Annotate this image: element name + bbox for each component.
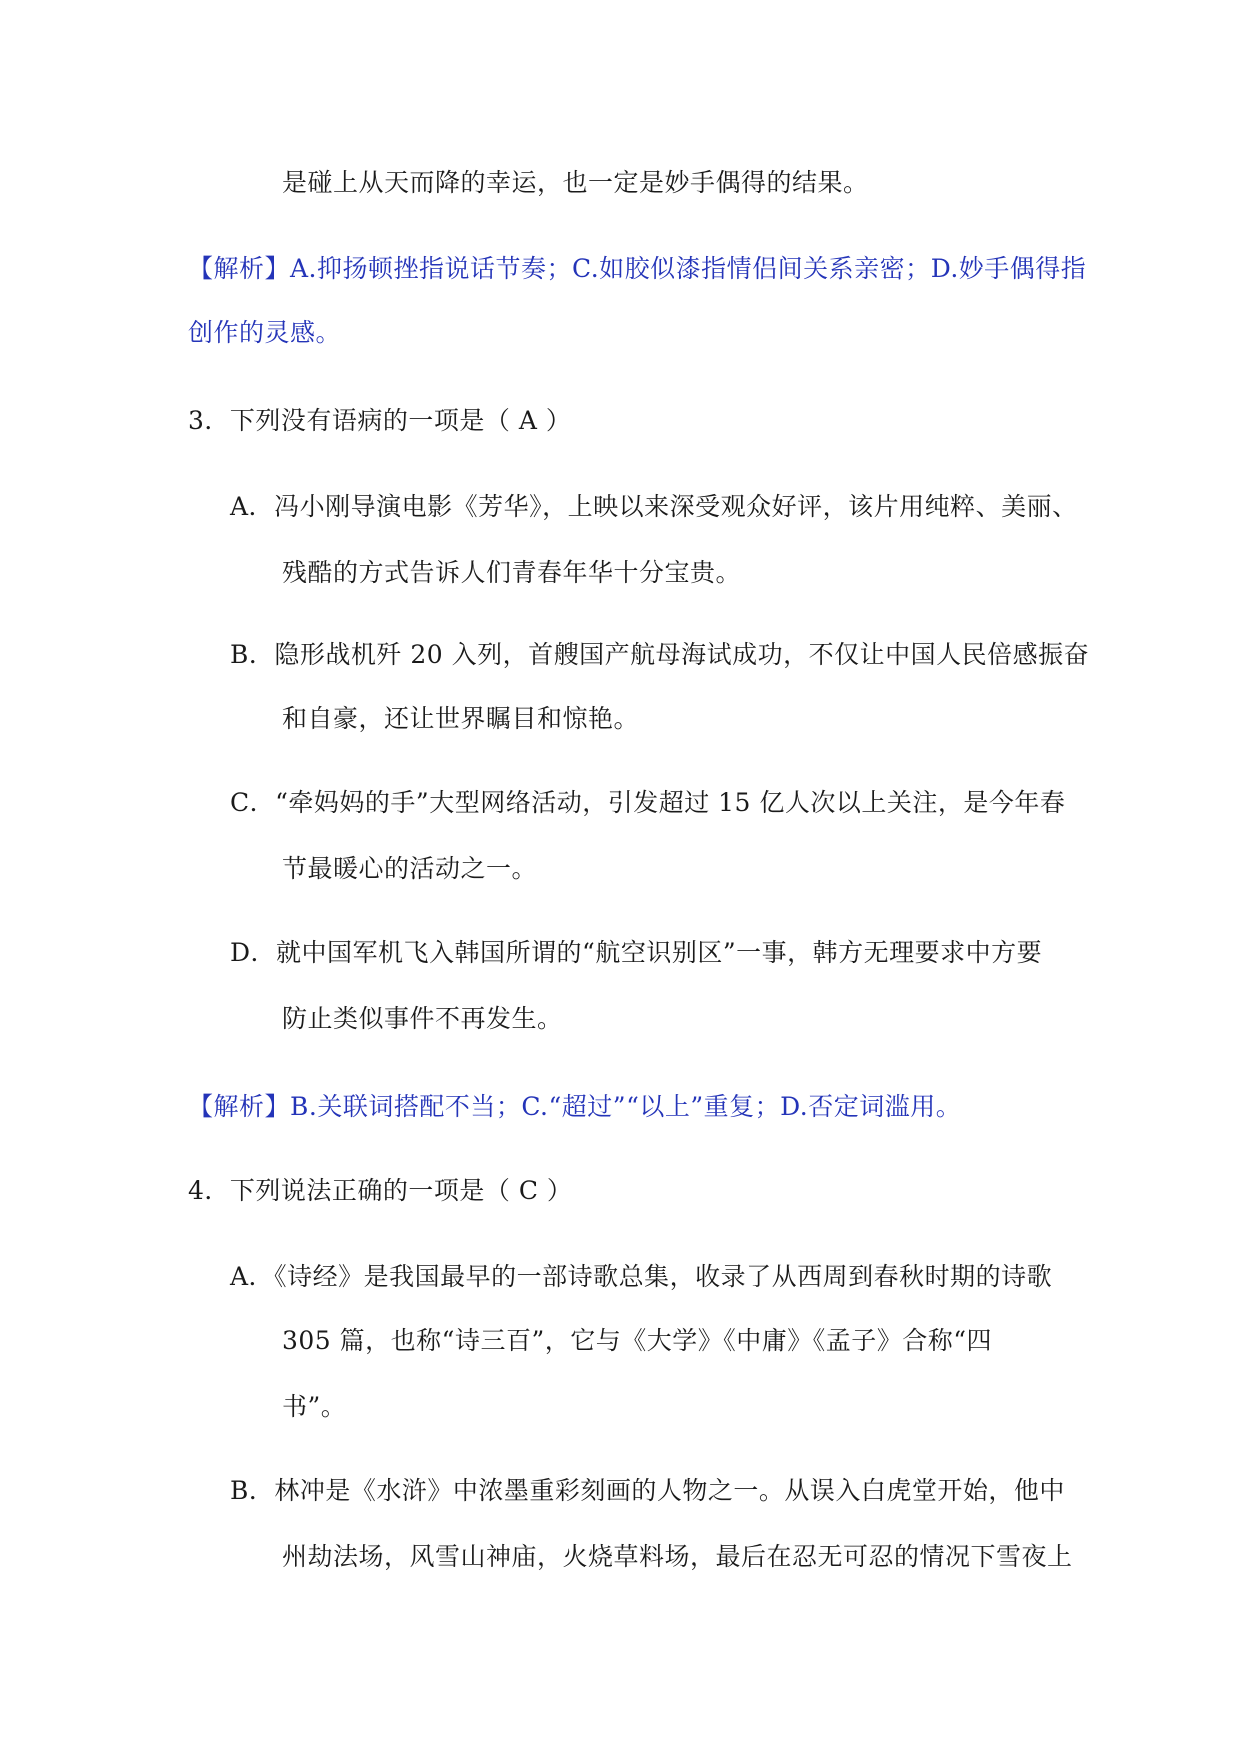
q4-option-b-label: B．	[230, 1476, 275, 1505]
q3-option-a-label: A．	[230, 492, 275, 521]
analysis-prev-line2: 创作的灵感。	[188, 318, 342, 347]
q4-number: 4．	[188, 1176, 230, 1205]
q4-stem: 下列说法正确的一项是（ C ）	[229, 1176, 573, 1205]
q4-option-a-text: 《诗经》是我国最早的一部诗歌总集，收录了从西周到春秋时期的诗歌	[274, 1262, 1053, 1291]
q4-option-a-line2: 305 篇，也称“诗三百”，它与《大学》《中庸》《孟子》合称“四	[282, 1326, 993, 1355]
q3-option-d-label: D．	[230, 938, 277, 967]
q3-option-a-line2: 残酷的方式告诉人们青春年华十分宝贵。	[282, 558, 742, 587]
q4-option-b-line2: 州劫法场，风雪山神庙，火烧草料场，最后在忍无可忍的情况下雪夜上	[282, 1542, 1073, 1571]
q3-option-a-text: 冯小刚导演电影《芳华》，上映以来深受观众好评，该片用纯粹、美丽、	[274, 492, 1078, 521]
continuation-line: 是碰上从天而降的幸运，也一定是妙手偶得的结果。	[282, 168, 869, 197]
q3-number: 3．	[188, 406, 230, 435]
q3-option-c-line1	[230, 786, 1065, 820]
q3-option-b-line1	[230, 638, 1089, 672]
q3-option-a-line1	[230, 490, 1078, 524]
q4-option-b-text: 林冲是《水浒》中浓墨重彩刻画的人物之一。从误入白虎堂开始，他中	[274, 1476, 1065, 1505]
q3-stem-line	[188, 404, 571, 438]
q4-option-a-label: A．	[230, 1262, 275, 1291]
q3-option-b-text: 隐形战机歼 20 入列，首艘国产航母海试成功，不仅让中国人民倍感振奋	[274, 640, 1090, 669]
q3-option-c-label: C．	[230, 788, 276, 817]
q3-option-d-line1	[230, 936, 1042, 970]
q4-option-a-line1	[230, 1260, 1052, 1294]
q3-option-b-line2: 和自豪，还让世界瞩目和惊艳。	[282, 704, 640, 733]
q4-stem-line	[188, 1174, 572, 1208]
analysis-prev-line1: 【解析】A.抑扬顿挫指说话节奏；C.如胶似漆指情侣间关系亲密；D.妙手偶得指	[188, 254, 1087, 283]
q3-option-d-line2: 防止类似事件不再发生。	[282, 1004, 563, 1033]
q4-option-a-line3: 书”。	[282, 1392, 347, 1421]
q3-stem: 下列没有语病的一项是（ A ）	[229, 406, 572, 435]
q3-option-d-text: 就中国军机飞入韩国所谓的“航空识别区”一事，韩方无理要求中方要	[276, 938, 1043, 967]
q3-option-b-label: B．	[230, 640, 275, 669]
q3-option-c-line2: 节最暖心的活动之一。	[282, 854, 538, 883]
q3-analysis: 【解析】B.关联词搭配不当；C.“超过”“以上”重复；D.否定词滥用。	[188, 1092, 962, 1121]
q3-option-c-text: “牵妈妈的手”大型网络活动，引发超过 15 亿人次以上关注，是今年春	[275, 788, 1066, 817]
q4-option-b-line1	[230, 1474, 1065, 1508]
